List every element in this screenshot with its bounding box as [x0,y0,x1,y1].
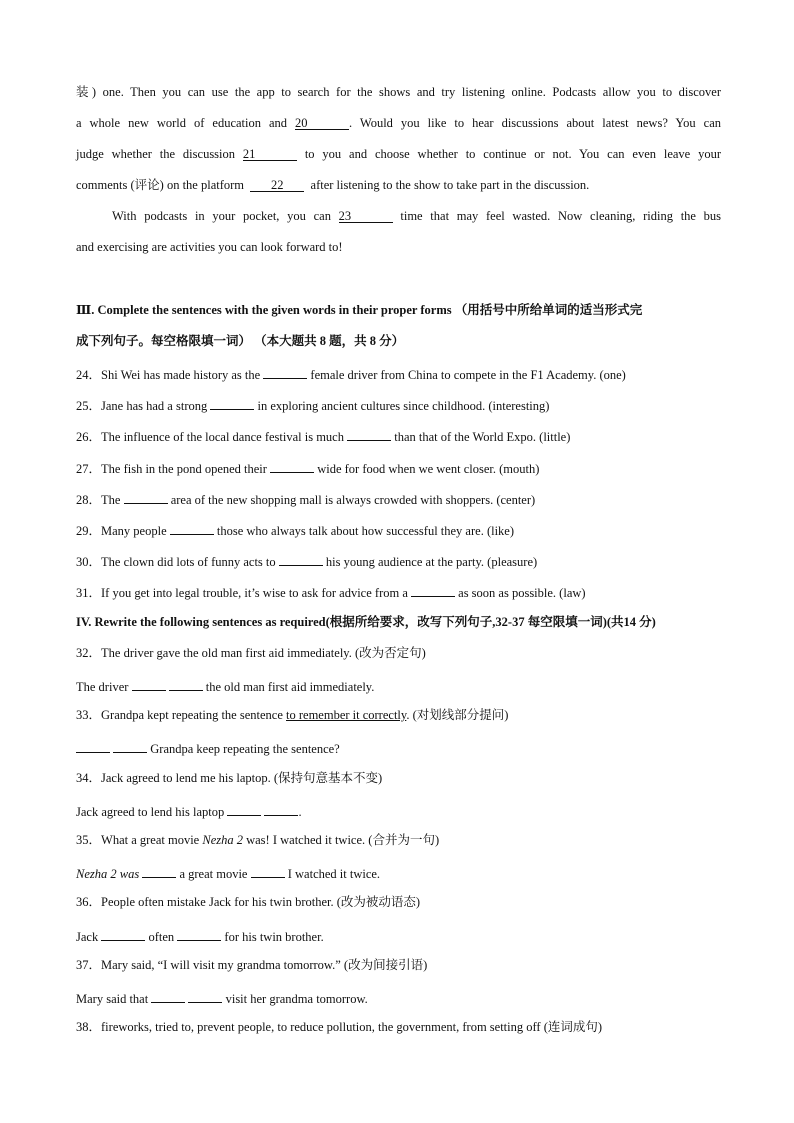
answer-line [76,988,721,1007]
answer-line [76,676,721,695]
answer-blank[interactable] [101,926,145,941]
question-item [76,645,721,661]
question-number: 31． [76,586,102,600]
question-text: Jack agreed to lend me his laptop. (保持句意基本不变) [101,771,383,785]
question-number: 26． [76,430,102,444]
question-text: The fish in the pond opened their [101,462,267,476]
question-text: area of the new shopping mall is always crowded with shoppers. (center) [170,493,536,507]
passage-text: . Would you like to hear discussions about latest news? You can [349,116,721,130]
answer-blank-22[interactable] [250,177,304,192]
question-number: 32． [76,646,102,660]
question-text: The clown did lots of funny acts to [101,555,276,569]
answer-blank[interactable] [132,676,166,691]
answer-blank[interactable] [279,551,323,566]
question-text: Jane has had a strong [101,399,208,413]
answer-blank[interactable] [227,801,261,816]
question-number: 35． [76,833,102,847]
question-text: wide for food when we went closer. (mouth) [317,462,540,476]
question-text: as soon as possible. (law) [458,586,586,600]
answer-blank-23[interactable] [339,208,393,223]
question-text: . (对划线部分提问) [406,708,509,722]
question-item [76,582,721,601]
question-item [76,458,721,477]
answer-blank[interactable] [169,676,203,691]
question-number: 37． [76,958,102,972]
question-number: 24． [76,368,102,382]
question-text: The driver gave the old man first aid immediately. (改为否定句) [101,646,426,660]
passage-line [76,239,721,255]
answer-text: visit her grandma tomorrow. [225,992,368,1006]
answer-blank[interactable] [264,801,298,816]
answer-text: I watched it twice. [287,867,381,881]
question-number: 38． [76,1020,102,1034]
question-item [76,832,721,848]
answer-blank[interactable] [151,988,185,1003]
answer-text: often [148,930,175,944]
answer-text: The driver [76,680,129,694]
question-text: Grandpa kept repeating the sentence [101,708,287,722]
passage-text: to you and choose whether to continue or not. You can even leave your [304,147,722,161]
passage-text: and exercising are activities you can look forward to! [76,240,343,254]
question-item [76,520,721,539]
underlined-phrase: to remember it correctly [286,708,407,722]
question-text: fireworks, tried to, prevent people, to reduce pollution, the government, from setting off (连词成句) [101,1020,603,1034]
answer-text: Jack [76,930,99,944]
answer-blank[interactable] [170,520,214,535]
passage-text: comments (评论) on the platform [76,178,245,192]
question-number: 36． [76,895,102,909]
passage-text: judge whether the discussion [76,147,236,161]
movie-title: Nezha 2 [202,833,243,847]
question-item [76,426,721,445]
answer-blank-21[interactable] [243,146,297,161]
blank-number: 23 [338,209,352,223]
answer-text: . [298,805,302,819]
answer-text: for his twin brother. [224,930,324,944]
question-text: Mary said, “I will visit my grandma tomorrow.” (改为间接引语) [101,958,428,972]
section-4-heading [76,614,721,630]
answer-line [76,926,721,945]
blank-number: 20 [295,116,308,130]
question-number: 29． [76,524,102,538]
heading-text: 成下列句子。每空格限填一词） （本大题共 8 题，共 8 分） [76,334,405,348]
passage-text: after listening to the show to take part in the discussion. [310,178,590,192]
passage-text: a whole new world of education and [76,116,288,130]
answer-text: a great movie [179,867,248,881]
question-text: People often mistake Jack for his twin brother. (改为被动语态) [101,895,421,909]
answer-text: the old man first aid immediately. [205,680,375,694]
blank-number: 21 [242,147,256,161]
question-item [76,894,721,910]
passage-text: With podcasts in your pocket, you can [112,209,331,223]
answer-blank-20[interactable] [295,115,349,130]
question-text: in exploring ancient cultures since childhood. (interesting) [257,399,550,413]
question-text: than that of the World Expo. (little) [394,430,571,444]
question-text: female driver from China to compete in the F1 Academy. (one) [310,368,626,382]
passage-line [76,177,721,193]
question-text: was! I watched it twice. (合并为一句) [242,833,440,847]
answer-blank[interactable] [76,738,110,753]
passage-line [76,146,721,162]
question-text: those who always talk about how successful they are. (like) [216,524,515,538]
question-item [76,1019,721,1035]
answer-blank[interactable] [251,863,285,878]
question-text: The influence of the local dance festival is much [101,430,344,444]
answer-blank[interactable] [177,926,221,941]
answer-line [76,738,721,757]
question-number: 34． [76,771,102,785]
question-item [76,395,721,414]
question-text: What a great movie [101,833,203,847]
question-text: If you get into legal trouble, it’s wise to ask for advice from a [101,586,408,600]
heading-text: IV. Rewrite the following sentences as required(根据所给要求，改写下列句子,32-37 每空限填一词)(共14 分) [76,615,656,629]
question-item [76,489,721,508]
answer-blank[interactable] [411,582,455,597]
passage-line [76,115,721,131]
answer-text: Mary said that [76,992,149,1006]
question-item [76,957,721,973]
answer-line [76,863,721,882]
question-number: 28． [76,493,102,507]
answer-line [76,801,721,820]
answer-blank[interactable] [210,395,254,410]
answer-blank[interactable] [142,863,176,878]
question-text: his young audience at the party. (pleasure) [325,555,538,569]
question-item [76,707,721,723]
answer-blank[interactable] [263,364,307,379]
answer-text: Nezha 2 was [76,867,140,881]
question-number: 27． [76,462,102,476]
question-text: Shi Wei has made history as the [101,368,261,382]
answer-text: Jack agreed to lend his laptop [76,805,225,819]
answer-blank[interactable] [113,738,147,753]
answer-blank[interactable] [124,489,168,504]
blank-number: 22 [271,178,284,192]
passage-text: time that may feel wasted. Now cleaning, riding the bus [400,209,722,223]
question-item [76,364,721,383]
answer-text: Grandpa keep repeating the sentence? [150,742,340,756]
passage-line [76,84,721,100]
question-text: The [101,493,121,507]
question-number: 30． [76,555,102,569]
question-text: Many people [101,524,167,538]
answer-blank[interactable] [347,426,391,441]
heading-text: Ⅲ. Complete the sentences with the given words in their proper forms （用括号中所给单词的适当形式完 [76,303,643,317]
passage-line [112,208,721,224]
section-3-heading [76,333,721,349]
question-item [76,770,721,786]
question-number: 25． [76,399,102,413]
passage-text: 装) one. Then you can use the app to search for the shows and try listening online. Podcasts allow you to discover [76,85,721,99]
section-3-heading [76,302,721,318]
answer-blank[interactable] [188,988,222,1003]
answer-blank[interactable] [270,458,314,473]
question-item [76,551,721,570]
question-number: 33． [76,708,102,722]
